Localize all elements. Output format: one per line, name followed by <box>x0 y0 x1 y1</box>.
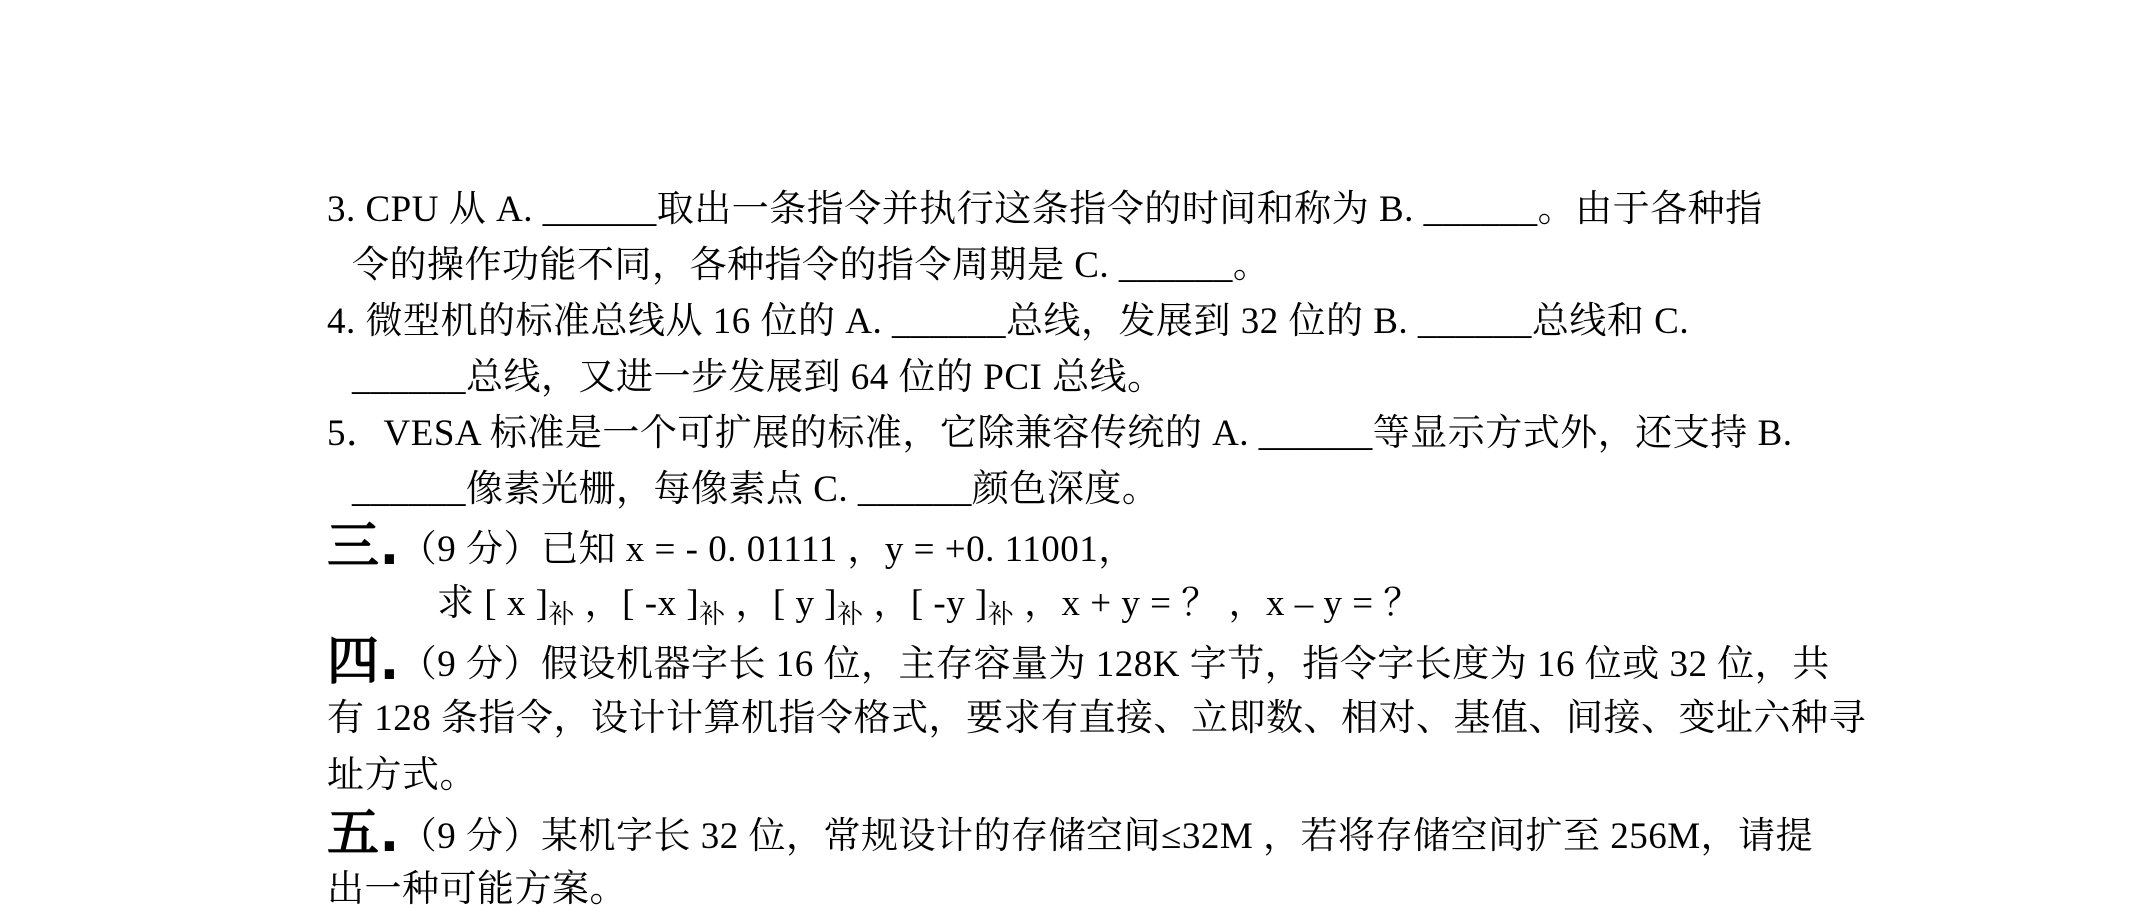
bu-subscript: 补 <box>837 600 864 629</box>
section-5-line-1 <box>327 804 1814 864</box>
ask-y: ，[ y ] <box>725 583 838 624</box>
section-5-text-1: （9 分）某机字长 32 位，常规设计的存储空间≤32M ，若将存储空间扩至 256M，请提 <box>399 816 1814 857</box>
bu-subscript: 补 <box>699 600 726 629</box>
section-4-line-3: 址方式。 <box>327 755 477 796</box>
section-4-number: 四. <box>327 632 400 692</box>
section-3-line-2 <box>437 580 1421 639</box>
ask-x: 求 [ x ] <box>437 583 549 624</box>
section-5-line-2: 出一种可能方案。 <box>327 869 627 910</box>
question-3-line-2: 令的操作功能不同，各种指令的指令周期是 C. ______。 <box>352 245 1271 286</box>
question-3-line-1: 3. CPU 从 A. ______取出一条指令并执行这条指令的时间和称为 B. ______。由于各种指 <box>327 189 1763 230</box>
ask-neg-x: ，[ -x ] <box>574 583 700 624</box>
question-4-line-2: ______总线，又进一步发展到 64 位的 PCI 总线。 <box>352 357 1165 398</box>
section-5-number: 五. <box>327 804 400 864</box>
bu-subscript: 补 <box>987 600 1015 629</box>
ask-neg-y: ，[ -y ] <box>863 583 988 624</box>
bu-subscript: 补 <box>548 600 575 629</box>
question-4-line-1: 4. 微型机的标准总线从 16 位的 A. ______总线，发展到 32 位的 B. ______总线和 C. <box>327 301 1690 342</box>
section-4-line-2: 有 128 条指令，设计计算机指令格式，要求有直接、立即数、相对、基值、间接、变址六种寻 <box>327 698 1866 739</box>
section-4-text-1: （9 分）假设机器字长 16 位，主存容量为 128K 字节，指令字长度为 16 位或 32 位，共 <box>399 644 1830 685</box>
question-5-line-1: 5．VESA 标准是一个可扩展的标准，它除兼容传统的 A. ______等显示方式外，还支持 B. <box>327 413 1793 454</box>
section-3-number: 三. <box>327 517 400 577</box>
question-5-line-2: ______像素光栅，每像素点 C. ______颜色深度。 <box>352 469 1160 510</box>
section-3-line-1 <box>327 517 1136 577</box>
ask-sum-diff: ，x + y = ？ ，x – y = ？ <box>1014 583 1421 624</box>
section-3-text: （9 分）已知 x = - 0. 01111 ，y = +0. 11001， <box>399 529 1136 570</box>
section-4-line-1 <box>327 632 1830 692</box>
